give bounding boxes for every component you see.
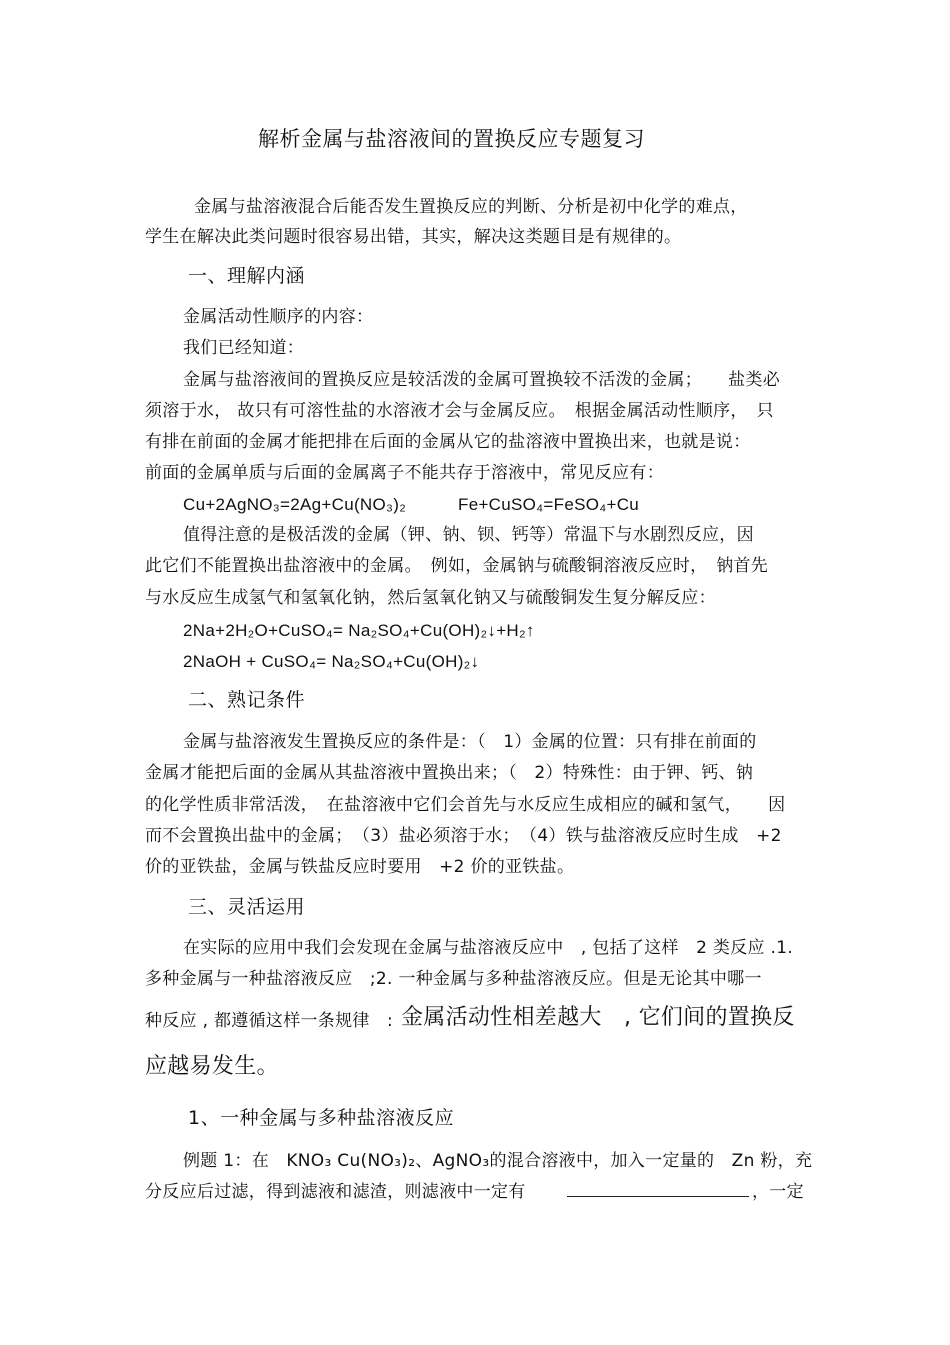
example1-line-2: 分反应后过滤，得到滤液和滤渣，则滤液中一定有 (145, 1182, 526, 1202)
section2-line-4: 而不会置换出盐中的金属； （3）盐必须溶于水； （4）铁与盐溶液反应时生成 +2 (145, 826, 782, 846)
section1-heading: 一、理解内涵 (188, 265, 306, 287)
section1-line-5: 有排在前面的金属才能把排在后面的金属从它的盐溶液中置换出来，也就是说： (145, 432, 751, 452)
section1-line-1: 金属活动性顺序的内容： (183, 307, 374, 327)
section1-line-3: 金属与盐溶液间的置换反应是较活泼的金属可置换较不活泼的金属； 盐类必 (183, 370, 780, 390)
section1-note-line-2: 此它们不能置换出盐溶液中的金属。 例如，金属钠与硫酸铜溶液反应时， 钠首先 (145, 556, 769, 576)
answer-blank (567, 1196, 749, 1197)
equation-3: 2NaOH + CuSO₄= Na₂SO₄+Cu(OH)₂↓ (183, 652, 480, 671)
section1-line-4: 须溶于水， 故只有可溶性盐的水溶液才会与金属反应。 根据金属活动性顺序， 只 (145, 401, 774, 421)
equation-1: Cu+2AgNO₃=2Ag+Cu(NO₃)₂ Fe+CuSO₄=FeSO₄+Cu (183, 495, 640, 514)
section3-heading: 三、灵活运用 (188, 896, 306, 918)
equation-2: 2Na+2H₂O+CuSO₄= Na₂SO₄+Cu(OH)₂↓+H₂↑ (183, 621, 535, 640)
section3-rule-end: 应越易发生。 (145, 1054, 279, 1079)
section2-line-2: 金属才能把后面的金属从其盐溶液中置换出来；（ 2）特殊性：由于钾、钙、钠 (145, 763, 754, 783)
section3-line-2: 多种金属与一种盐溶液反应 ;2. 一种金属与多种盐溶液反应。但是无论其中哪一 (145, 969, 762, 989)
section1-note-line-3: 与水反应生成氢气和氢氧化钠，然后氢氧化钠又与硫酸铜发生复分解反应： (145, 588, 716, 608)
intro-line-1: 金属与盐溶液混合后能否发生置换反应的判断、分析是初中化学的难点， (194, 197, 748, 217)
example1-line-1: 例题 1：在 KNO₃ Cu(NO₃)₂、AgNO₃的混合溶液中，加入一定量的 Zn 粉，充 (183, 1151, 813, 1171)
section2-line-3: 的化学性质非常活泼， 在盐溶液中它们会首先与水反应生成相应的碱和氢气， 因 (145, 795, 786, 815)
intro-line-2: 学生在解决此类问题时很容易出错，其实，解决这类题目是有规律的。 (145, 227, 682, 247)
subsection1-heading: 1、一种金属与多种盐溶液反应 (188, 1107, 455, 1129)
section1-line-2: 我们已经知道： (183, 338, 305, 358)
section2-line-1: 金属与盐溶液发生置换反应的条件是：（ 1）金属的位置：只有排在前面的 (183, 732, 757, 752)
section3-line-1: 在实际的应用中我们会发现在金属与盐溶液反应中 , 包括了这样 2 类反应 .1. (183, 938, 794, 958)
section3-rule-prefix: 种反应 , 都遵循这样一条规律 : (145, 1011, 394, 1031)
example1-line-2-tail: ，一定 (752, 1182, 804, 1202)
section1-line-6: 前面的金属单质与后面的金属离子不能共存于溶液中，常见反应有： (145, 463, 664, 483)
section2-line-5: 价的亚铁盐，金属与铁盐反应时要用 +2 价的亚铁盐。 (145, 857, 575, 877)
section1-note-line-1: 值得注意的是极活泼的金属（钾、钠、钡、钙等）常温下与水剧烈反应，因 (183, 525, 754, 545)
section2-heading: 二、熟记条件 (188, 689, 306, 711)
page-title: 解析金属与盐溶液间的置换反应专题复习 (258, 127, 645, 151)
section3-rule-emphasis: 金属活动性相差越大 , 它们间的置换反 (401, 1005, 795, 1030)
